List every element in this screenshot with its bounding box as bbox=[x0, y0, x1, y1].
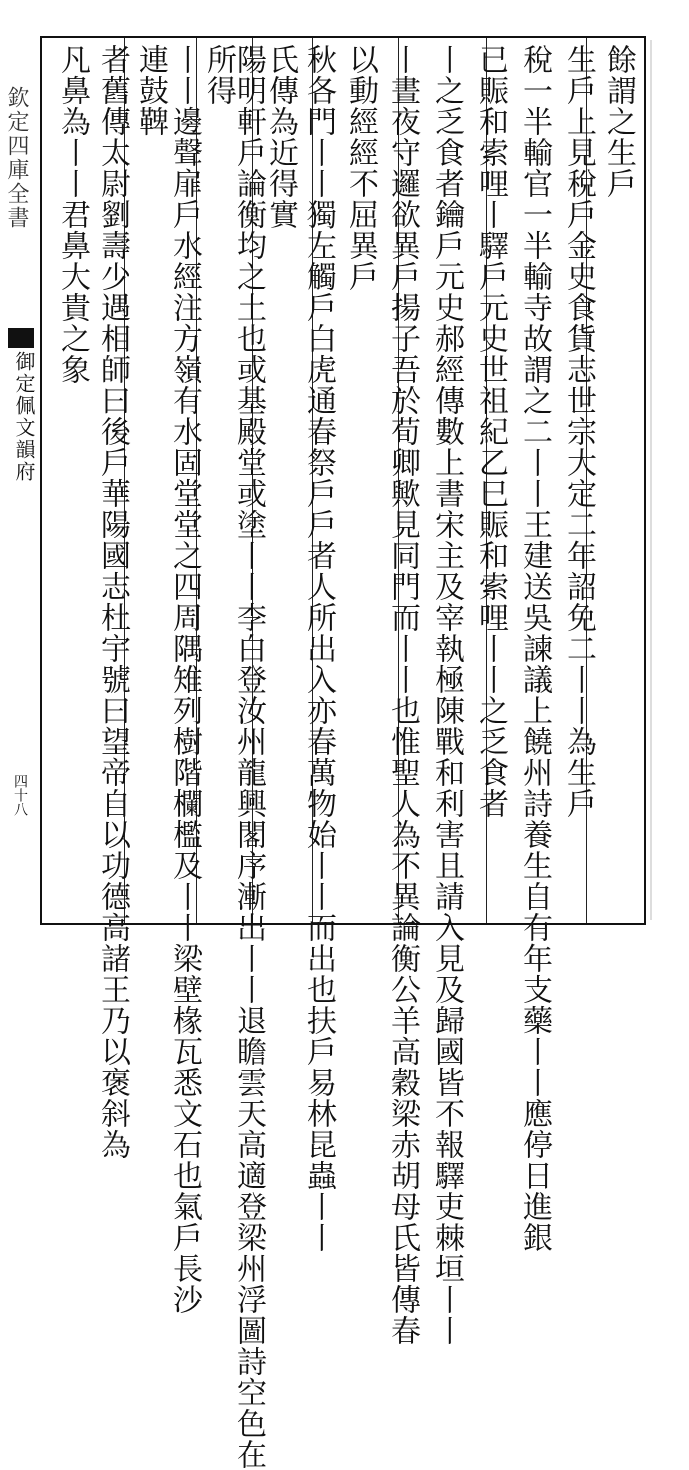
text-column-5: 丨之乏食者鑰戶元史郝經傳數上書宋主及宰執極陳戰和利害且請入見及歸國皆不報驛吏棘垣丨丨 bbox=[429, 44, 464, 1346]
text-column-7: 以動經經不屈異戶 bbox=[343, 44, 378, 292]
text-column-8: 秋各門丨丨獨左觸戶白虎通春祭戶戶者人所出入亦春萬物始丨丨而出也扶戶易林昆蟲丨丨 bbox=[301, 44, 336, 1253]
text-column-1: 餘謂之生戶 bbox=[601, 44, 636, 199]
text-column-10: 陽明軒戶論衡均之土也或基殿堂或塗丨丨李白登汝州龍興閣序漸出丨丨退瞻雲天高適登梁州浮圖詩空色在 bbox=[231, 44, 266, 1470]
text-column-3: 稅一半輸官一半輸寺故謂之二丨丨王建送吳諫議上饒州詩養生自有年支藥丨丨應停日進銀 bbox=[517, 44, 552, 1253]
text-column-2: 生戶上見稅戶金史食貨志世宗大定二年詔免二丨丨為生戶 bbox=[561, 44, 596, 819]
text-column-11: 所得 bbox=[201, 44, 236, 106]
book-title: 御定佩文韻府 bbox=[12, 351, 36, 483]
text-column-12: 丨丨邊聲扉戶水經注方嶺有水固堂堂之四周隅雉列樹階欄檻及丨丨梁壁椽瓦悉文石也氣戶長沙 bbox=[167, 44, 202, 1315]
margin-header-fragment: 欽定四庫全書 bbox=[4, 86, 29, 230]
page-number: 四十八 bbox=[12, 774, 28, 816]
text-column-4: 已賑和索哩丨驛戶元史世祖紀乙巳賑和索哩丨丨之乏食者 bbox=[473, 44, 508, 819]
text-column-15: 凡鼻為丨丨君鼻大貴之象 bbox=[55, 44, 90, 385]
text-column-6: 丨晝夜守邏欲異戶揚子吾於荀卿歟見同門而丨丨也惟聖人為不異論衡公羊高穀梁赤胡母氏皆傳春 bbox=[385, 44, 420, 1346]
margin-strip bbox=[0, 36, 40, 925]
page-edge-shadow bbox=[650, 40, 652, 920]
text-column-14: 者舊傳太尉劉壽少遇相師曰後戶華陽國志杜宇號曰望帝自以功德高諸王乃以褒斜為 bbox=[95, 44, 130, 1160]
text-column-13: 連鼓鞞 bbox=[133, 44, 168, 137]
text-column-9: 氏傳為近得實 bbox=[263, 44, 298, 230]
margin-black-block bbox=[8, 328, 34, 348]
